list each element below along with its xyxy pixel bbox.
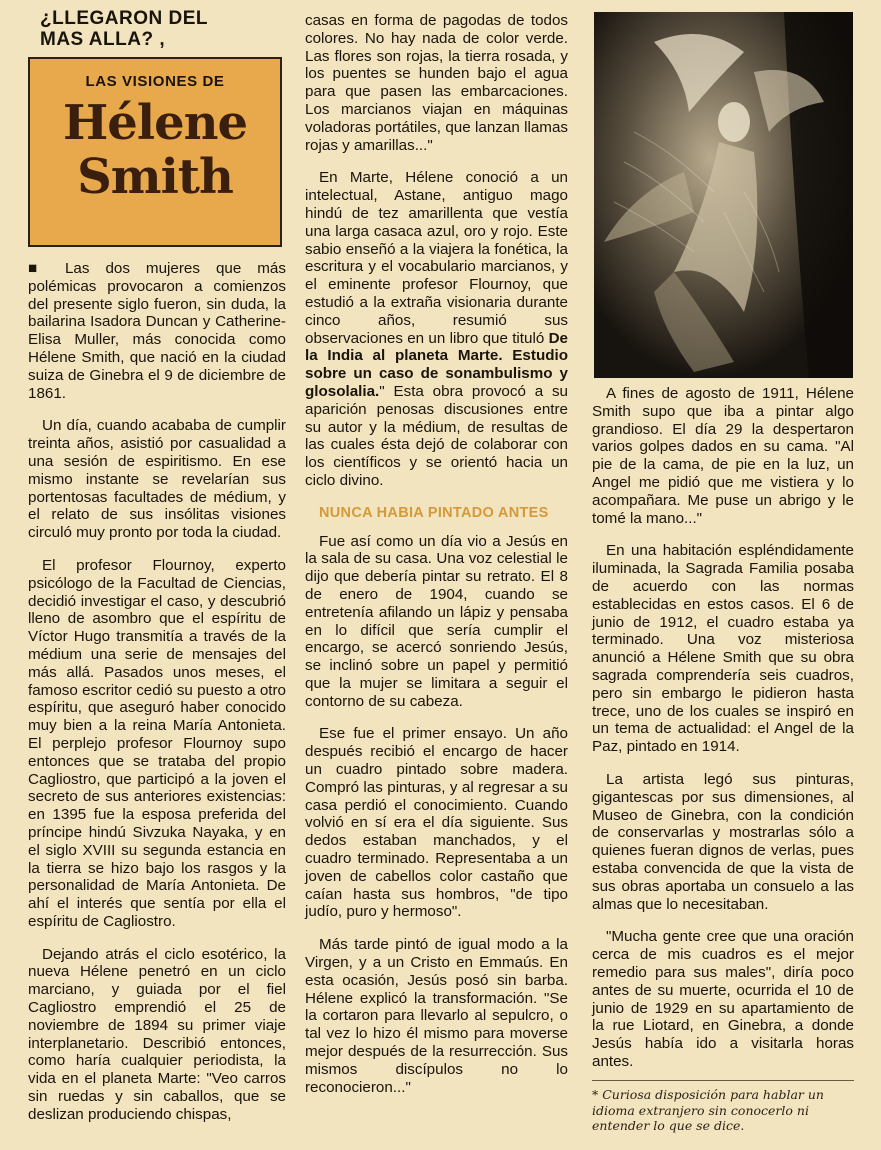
paragraph: casas en forma de pagodas de todos colores. No hay nada de color verde. Las flores son rojas, la tierra rosada, y los puentes se hunden bajo el agua para que pasen las embarcaciones. Los marcianos viajan en máquinas voladoras portátiles, que lanzan llamas rojas y amarillas..." [305,12,568,154]
paragraph: El profesor Flournoy, experto psicólogo de la Facultad de Ciencias, decidió investigar el caso, y descubrió lleno de asombro que el espíritu de Víctor Hugo transmitía a través de la médium una serie de mensajes del más allá. Pasados unos meses, el famoso escritor cedió su puesto a otro espíritu, que aseguró haber conocido muy bien a la reina María Antonieta. El perplejo profesor Flournoy supo entonces que se trataba del propio Cagliostro, que participó a la joven el secreto de sus anteriores existencias: en 1395 fue la esposa preferida del príncipe hindú Sivzuka Nayaka, y en el siglo XVIII su segunda estancia en la tierra se hizo bajo los rasgos y la personalidad de María Antonieta. De ahí el interés que sentía por ella el espíritu de Cagliostro. [28,556,286,930]
paragraph: En una habitación espléndidamente iluminada, la Sagrada Familia posaba de acuerdo con las normas establecidas en estos casos. El 6 de junio de 1912, el cuadro estaba ya terminado. Una voz misteriosa anunció a Hélene Smith que su obra sagrada comprendería seis cuadros, pero sin embargo le pidieron hasta trece, uno de los cuales se inspiró en un tema de actualidad: el Angel de la Paz, pintado en 1914. [592,542,854,756]
column-3 [592,385,854,1086]
paragraph [28,260,286,402]
section-subhead: NUNCA HABIA PINTADO ANTES [319,504,549,521]
title-name-line-1: Hélene [62,95,248,151]
article-kicker [40,8,280,50]
paragraph [305,169,568,489]
title-name [30,96,280,204]
paragraph: Más tarde pintó de igual modo a la Virgen, y a un Cristo en Emmaús. En esta ocasión, Jesús posó sin barba. Hélene explicó la transformación. "Se la cortaron para llevarlo al sepulcro, o tal vez lo hizo él mismo para moverse mejor después de la resurrección. Sus mismos discípulos no lo reconocieron..." [305,936,568,1096]
title-prefix: LAS VISIONES DE [85,73,225,90]
paragraph: Dejando atrás el ciclo esotérico, la nueva Hélene penetró en un ciclo marciano, y guiada por el fiel Cagliostro emprendió el 25 de noviembre de 1894 su primer viaje interplanetario. Describió entonces, como haría cualquier periodista, la vida en el planeta Marte: "Veo carros sin ruedas y sin caballos, que se deslizan produciendo chispas, [28,945,286,1123]
kicker-line-1: ¿LLEGARON DEL [40,8,208,29]
kicker-line-2: MAS ALLA? , [40,29,166,50]
title-box [28,57,282,247]
book-title: De la India al planeta Marte. Estudio sobre un caso de sonambulismo y glosolalia. [305,329,568,400]
paragraph: Ese fue el primer ensayo. Un año después recibió el encargo de hacer un cuadro pintado sobre madera. Compró las pinturas, y al regresar a su casa perdió el conocimiento. Cuando volvió en sí era el día siguiente. Sus dedos estaban manchados, y el cuadro terminado. Representaba a un joven de cabellos color castaño que caían hasta sus hombros, "de tipo judío, puro y hermoso". [305,725,568,921]
column-2 [305,12,568,1111]
paragraph: "Mucha gente cree que una oración cerca de mis cuadros es el mejor remedio para sus males", diría poco antes de su muerte, ocurrida el 10 de junio de 1929 en su apartamiento de la rue Liotard, en Ginebra, a donde Jesús había ido a visitarla horas antes. [592,928,854,1070]
paragraph: A fines de agosto de 1911, Hélene Smith supo que iba a pintar algo grandioso. El día 29 la despertaron varios golpes dados en su cama. "Al pie de la cama, de pie en la luz, un Angel me pidió que me vistiera y lo acompañara. Me puse un abrigo y le tomé la mano..." [592,385,854,527]
column-1 [28,260,286,1139]
paragraph: Un día, cuando acababa de cumplir treinta años, asistió por casualidad a una sesión de espiritismo. En ese mismo instante se revelarían sus portentosas facultades de médium, y el relato de sus insólitas visiones circuló muy pronto por toda la ciudad. [28,417,286,542]
footnote: * Curiosa disposición para hablar un idioma extranjero sin conocerlo ni entender lo que se dice. [592,1080,854,1134]
paragraph-text: En Marte, Hélene conoció a un intelectual, Astane, antiguo mago hindú de tez amarillenta que vestía una larga casaca azul, oro y rojo. Este sabio enseñó a la viajera la fonética, la escritura y el vocabulario marcianos, y el eminente profesor Flournoy, que estudió a la extraña visionaria durante cinco años, resumió sus observaciones en un libro que tituló [305,169,568,347]
angel-painting-image [594,12,853,378]
angel-painting-photo [594,12,853,378]
paragraph: Fue así como un día vio a Jesús en la sala de su casa. Una voz celestial le dijo que debería pintar su retrato. El 8 de enero de 1904, cuando se entretenía afilando un lápiz y pensaba en lo difícil que sería cumplir el encargo, se acercó sonriendo Jesús, se inclinó sobre un papel y permitió que la mujer se limitara a seguir el contorno de su cabeza. [305,532,568,710]
paragraph: La artista legó sus pinturas, gigantescas por sus dimensiones, al Museo de Ginebra, con la condición de conservarlas y mostrarlas sólo a quienes fueran dignos de verlas, pues estaba convencida de que la vista de sus obras aportaba un consuelo a las almas que lo necesitaban. [592,770,854,913]
title-name-line-2: Smith [77,149,233,205]
paragraph-text: Las dos mujeres que más polémicas provocaron a comienzos del presente siglo fueron, sin duda, la bailarina Isadora Duncan y Catherine-Elisa Muller, más conocida como Hélene Smith, que nació en la ciudad suiza de Ginebra el 9 de diciembre de 1861. [28,260,286,402]
paragraph-marker: ■ [28,260,49,277]
paragraph-text: " Esta obra provocó a su aparición penosas discusiones entre su autor y la médium, de resultas de las cuales ésta dejó de colaborar con los científicos y se orientó hacia un ciclo divino. [305,382,568,489]
